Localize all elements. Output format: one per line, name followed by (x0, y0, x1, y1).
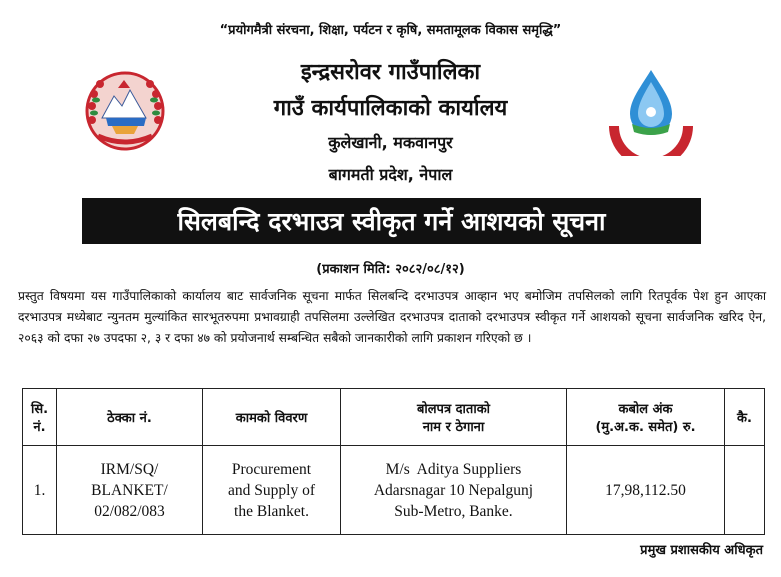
cell-remarks (725, 446, 765, 535)
header-remarks: कै. (725, 389, 765, 446)
contract-line2: BLANKET/ (91, 481, 168, 499)
header-sn (23, 389, 57, 446)
tender-table (22, 388, 765, 535)
table-header-row (23, 389, 765, 446)
cell-amount: 17,98,112.50 (567, 446, 725, 535)
work-line1: Procurement (231, 460, 312, 478)
header-bidder-line1: बोलपत्र दाताको (416, 402, 491, 417)
notice-title: सिलबन्दि दरभाउत्र स्वीकृत गर्ने आशयको सूचना (82, 198, 701, 244)
office-name: गाउँ कार्यपालिकाको कार्यालय (273, 96, 508, 121)
cell-bidder (341, 446, 567, 535)
table-row (23, 446, 765, 535)
contract-line1: IRM/SQ/ (100, 460, 159, 478)
header-work-desc: कामको विवरण (203, 389, 341, 446)
header-sn-line1: सि. (30, 402, 49, 417)
bidder-line2: Adarsnagar 10 Nepalgunj (373, 481, 534, 499)
office-location: कुलेखानी, मकवानपुर (328, 133, 453, 152)
bidder-line3: Sub-Metro, Banke. (394, 502, 513, 520)
notice-body: प्रस्तुत विषयमा यस गाउँपालिकाको कार्यालय बाट सार्वजनिक सूचना मार्फत सिलबन्दि दरभाउपत्र आव्हान भए बमोजिम तपसिलको लागि रितपूर्वक पेश हुन आएका दरभाउपत्र मध्येबाट न्युनतम मुल्यांकित सारभूतरुपमा प्रभावग्राही तपसिलमा उल्लेखित दरभाउपत्र दाताको दरभाउपत्र स्वीकृत गर्ने आशयको सूचना सार्वजनिक खरिद ऐन, २०६३ को दफा २७ उपदफा २, ३ र दफा ४७ को प्रयोजनार्थ सम्बन्धित सबैको जानकारीको लागि प्रकाशन गरिएको छ । (18, 289, 766, 345)
published-date: (प्रकाशन मिति: २०८२/०८/१२) (316, 262, 465, 277)
bidder-line1: M/s Aditya Suppliers (385, 460, 522, 478)
province-name: बागमती प्रदेश, नेपाल (328, 165, 453, 184)
header-amount-line1: कबोल अंक (618, 402, 673, 417)
header-contract-no: ठेक्का नं. (57, 389, 203, 446)
signature-title: प्रमुख प्रशासकीय अधिकृत (640, 543, 763, 558)
motto: “प्रयोगमैत्री संरचना, शिक्षा, पर्यटन र कृषि, समतामूलक विकास समृद्धि” (219, 23, 562, 38)
header-bidder (341, 389, 567, 446)
cell-contract-no (57, 446, 203, 535)
cell-work-desc (203, 446, 341, 535)
work-line3: the Blanket. (234, 502, 309, 520)
work-line2: and Supply of (228, 481, 315, 499)
contract-line3: 02/082/083 (94, 502, 165, 520)
cell-sn: 1. (23, 446, 57, 535)
header-amount (567, 389, 725, 446)
municipality-name: इन्द्रसरोवर गाउँपालिका (300, 60, 481, 85)
header-sn-line2: नं. (33, 420, 46, 435)
header-amount-line2: (मु.अ.क. समेत) रु. (595, 420, 696, 435)
header-bidder-line2: नाम र ठेगाना (422, 420, 485, 435)
